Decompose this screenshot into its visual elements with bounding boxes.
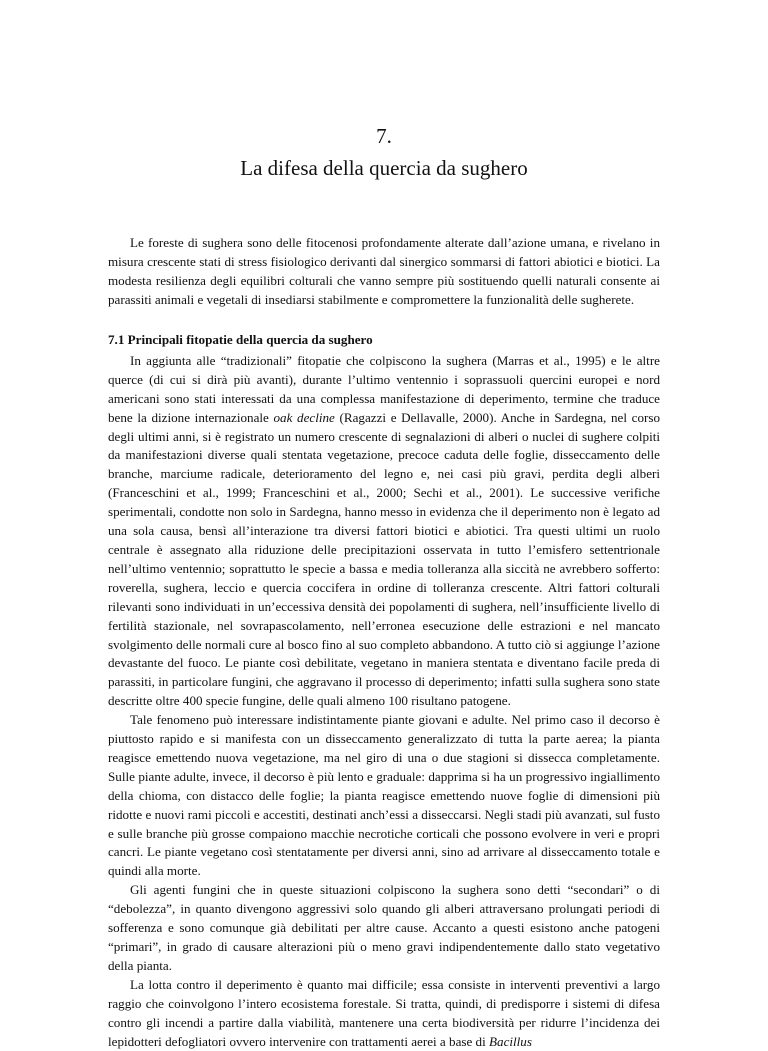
paragraph-3: Gli agenti fungini che in queste situazioni colpiscono la sughera sono detti “secondari” o di “debolezza”, in quanto divengono aggressivi solo quando gli alberi attraversano prolungati periodi di sofferenza e sono comunque già debilitati per altre cause. Accanto a questi esistono anche patogeni “primari”, in grado di causare alterazioni più o meno gravi indipendentemente dallo stato vegetativo della pianta. — [108, 882, 660, 973]
paragraph-1-text-b: (Ragazzi e Dellavalle, 2000). Anche in Sardegna, nel corso degli ultimi anni, si è registrato un numero crescente di segnalazioni di alberi o nuclei di sughere colpiti da manifestazioni diverse quali stentata vegetazione, precoce caduta delle foglie, disseccamento delle branche, marciume radicale, deterioramento del legno e, nei casi più gravi, perdita degli alberi (Franceschini et al., 1999; Franceschini et al., 2000; Sechi et al., 2001). Le successive verifiche sperimentali, condotte non solo in Sardegna, hanno messo in evidenza che il deperimento non è legato ad una sola causa, bensì all’interazione tra diversi fattori biotici e abiotici. Tra questi ultimi un ruolo centrale è assegnato alla riduzione delle precipitazioni osservata in tutto l’emisfero settentrionale nell’ultimo ventennio; soprattutto le specie a bassa e media tolleranza alla siccità ne avrebbero sofferto: roverella, sughera, leccio e quercia coccifera in ordine di tolleranza crescente. Altri fattori colturali rilevanti sono individuati in un’eccessiva densità dei popolamenti di sughera, nell’insufficiente livello di fertilità stazionale, nel sovrapascolamento, nell’erronea esecuzione delle estrazioni e nel mancato svolgimento delle normali cure al bosco fino al suo completo abbandono. A tutto ciò si aggiunge l’azione devastante del fuoco. Le piante così debilitate, vegetano in maniera stentata e diventano facile preda di parassiti, in particolare fungini, che aggravano il processo di deperimento; infatti sulla sughera sono state descritte oltre 400 specie fungine, delle quali almeno 100 risultano patogene. — [108, 409, 660, 709]
paragraph-4 — [108, 976, 660, 1051]
intro-paragraph: Le foreste di sughera sono delle fitocenosi profondamente alterate dall’azione umana, e rivelano in misura crescente stati di stress fisiologico derivanti dal sinergico sommarsi di fattori abiotici e biotici. La modesta resilienza degli equilibri colturali che vanno sempre più sostituendo quelli naturali consente ai parassiti animali e vegetali di insediarsi stabilmente e compromettere la funzionalità delle sugherete. — [108, 235, 660, 307]
paragraph-2: Tale fenomeno può interessare indistintamente piante giovani e adulte. Nel primo caso il decorso è piuttosto rapido e si manifesta con un disseccamento generalizzato di tutta la parte aerea; la pianta reagisce emettendo nuova vegetazione, ma nel giro di una o due stagioni si dissecca completamente. Sulle piante adulte, invece, il decorso è più lento e graduale: dapprima si ha un progressivo ingiallimento della chioma, con distacco delle foglie; la pianta reagisce emettendo nuove foglie di dimensioni più ridotte e nuovi rami piccoli e accestiti, destinati anch’essi a disseccarsi. Negli stadi più avanzati, sul fusto e sulle branche più grosse compaiono macchie necrotiche corticali che possono evolvere in veri e propri cancri. Le piante vegetano così stentatamente per diversi anni, sino ad arrivare al disseccamento totale e quindi alla morte. — [108, 712, 660, 879]
intro-block — [108, 234, 660, 310]
paragraph-1-italic-term: oak decline — [273, 409, 335, 425]
paragraph-4-text: La lotta contro il deperimento è quanto mai difficile; essa consiste in interventi preventivi a largo raggio che coinvolgono l’intero ecosistema forestale. Si tratta, quindi, di predisporre i sistemi di difesa contro gli incendi a partire dalla viabilità, mantenere una certa biodiversità per ridurre l’incidenza dei lepidotteri defogliatori ovvero intervenire con trattamenti aerei a base di — [108, 976, 660, 1049]
chapter-title: La difesa della quercia da sughero — [240, 156, 528, 180]
paragraph-1 — [108, 352, 660, 711]
paragraph-4-italic-term: Bacillus — [489, 1033, 532, 1049]
chapter-number: 7. — [376, 124, 392, 148]
section-7-1 — [108, 331, 660, 1051]
section-heading: 7.1 Principali fitopatie della quercia da sughero — [108, 332, 373, 347]
paragraph-1-text-a: In aggiunta alle “tradizionali” fitopatie che colpiscono la sughera (Marras et al., 1995) e le altre querce (di cui si dirà più avanti), durante l’ultimo ventennio i soprassuoli quercini europei e nord americani sono stati interessati da una complessa manifestazione di deperimento, termine che traduce bene la dizione internazionale — [108, 352, 660, 425]
